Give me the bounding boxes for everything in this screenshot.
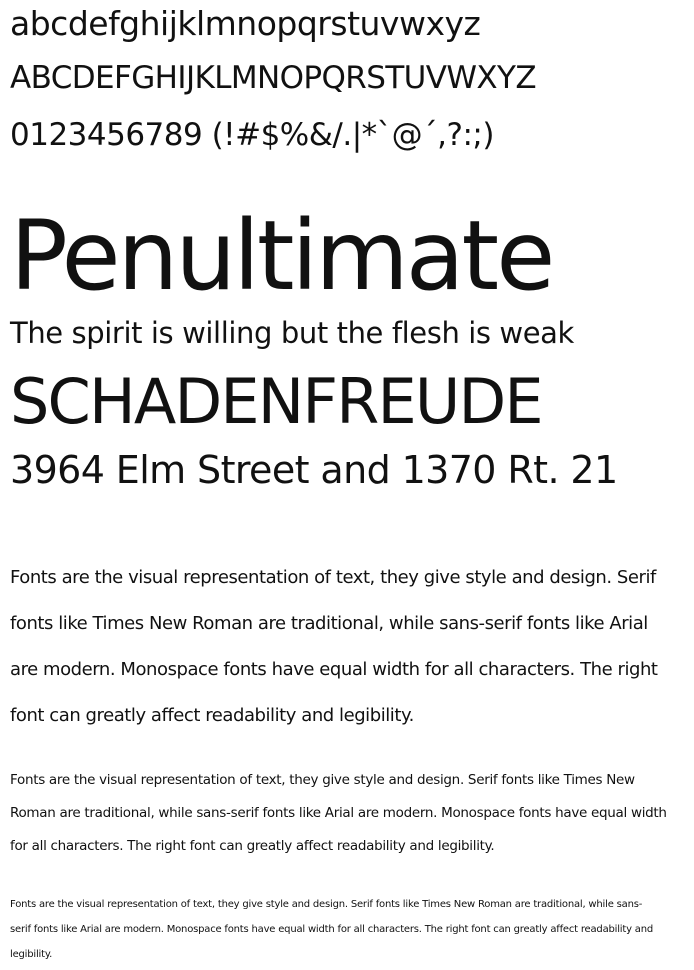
paragraph-medium: Fonts are the visual representation of text, they give style and design. Serif fonts like Times New Roman are traditional, while sans-serif fonts like Arial are modern. Monospace fonts have equal width for all characters. The right font can greatly affect readability and legibility.: [10, 772, 667, 854]
display-word: Penultimate: [10, 200, 553, 312]
display-caps: SCHADENFREUDE: [10, 365, 542, 438]
lowercase-alphabet: abcdefghijklmnopqrstuvwxyz: [10, 4, 481, 43]
uppercase-alphabet: ABCDEFGHIJKLMNOPQRSTUVWXYZ: [10, 60, 537, 96]
display-phrase: The spirit is willing but the flesh is weak: [10, 316, 574, 350]
numerals-and-symbols: 0123456789 (!#$%&/.|*`@´,?:;): [10, 117, 494, 153]
paragraph-small: Fonts are the visual representation of text, they give style and design. Serif fonts like Times New Roman are traditional, while sans-serif fonts like Arial are modern. Monospace fonts have equal width for all characters. The right font can greatly affect readability and legibility.: [10, 899, 654, 960]
display-address: 3964 Elm Street and 1370 Rt. 21: [10, 448, 618, 492]
paragraph-large: Fonts are the visual representation of text, they give style and design. Serif fonts like Times New Roman are traditional, while sans-serif fonts like Arial are modern. Monospace fonts have equal width for all characters. The right font can greatly affect readability and legibility.: [10, 567, 658, 726]
